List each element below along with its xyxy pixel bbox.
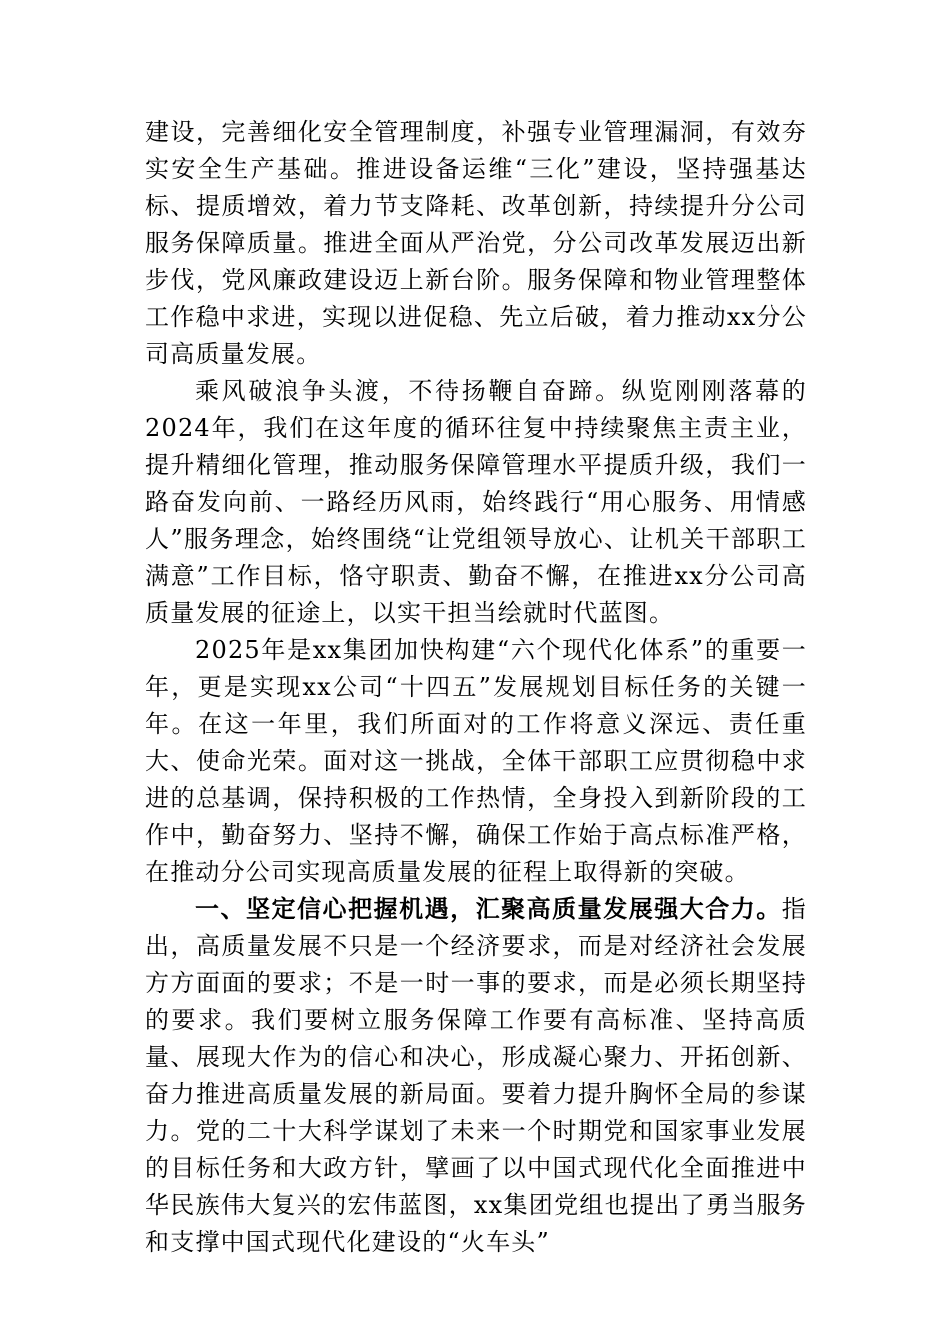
document-page [145, 114, 807, 1261]
section-paragraph [145, 891, 807, 1261]
paragraph-1: 建设，完善细化安全管理制度，补强专业管理漏洞，有效夯实安全生产基础。推进设备运维“三化”建设，坚持强基达标、提质增效，着力节支降耗、改革创新，持续提升分公司服务保障质量。推进全面从严治党，分公司改革发展迈出新步伐，党风廉政建设迈上新台阶。服务保障和物业管理整体工作稳中求进，实现以进促稳、先立后破，着力推动xx分公司高质量发展。 [145, 118, 807, 368]
paragraph-2: 乘风破浪争头渡，不待扬鞭自奋蹄。纵览刚刚落幕的2024年，我们在这年度的循环往复中持续聚焦主责主业，提升精细化管理，推动服务保障管理水平提质升级，我们一路奋发向前、一路经历风雨，始终践行“用心服务、用情感人”服务理念，始终围绕“让党组领导放心、让机关干部职工满意”工作目标，恪守职责、勤奋不懈，在推进xx分公司高质量发展的征途上，以实干担当绘就时代蓝图。 [145, 377, 807, 627]
section-heading: 一、坚定信心把握机遇，汇聚高质量发展强大合力。 [195, 895, 782, 923]
paragraph-3: 2025年是xx集团加快构建“六个现代化体系”的重要一年，更是实现xx公司“十四五”发展规划目标任务的关键一年。在这一年里，我们所面对的工作将意义深远、责任重大、使命光荣。面对这一挑战，全体干部职工应贯彻稳中求进的总基调，保持积极的工作热情，全身投入到新阶段的工作中，勤奋努力、坚持不懈，确保工作始于高点标准严格，在推动分公司实现高质量发展的征程上取得新的突破。 [145, 636, 807, 886]
section-body: 指出，高质量发展不只是一个经济要求，而是对经济社会发展方方面面的要求；不是一时一事的要求，而是必须长期坚持的要求。我们要树立服务保障工作要有高标准、坚持高质量、展现大作为的信心和决心，形成凝心聚力、开拓创新、奋力推进高质量发展的新局面。要着力提升胸怀全局的参谋力。党的二十大科学谋划了未来一个时期党和国家事业发展的目标任务和大政方针，擘画了以中国式现代化全面推进中华民族伟大复兴的宏伟蓝图，xx集团党组也提出了勇当服务和支撑中国式现代化建设的“火车头” [145, 895, 807, 1256]
